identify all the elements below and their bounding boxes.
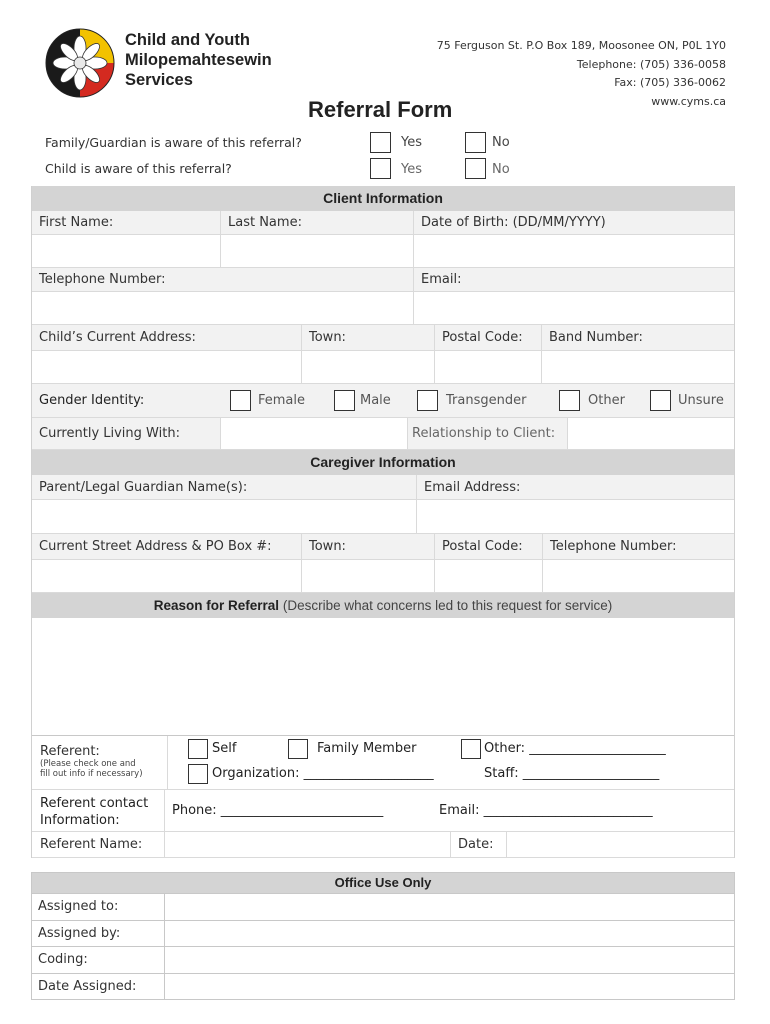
child-aware-yes-checkbox[interactable] xyxy=(370,158,391,179)
self-label: Self xyxy=(212,741,237,756)
referent-name-field[interactable] xyxy=(165,832,451,857)
guardian-email-field[interactable] xyxy=(417,500,734,533)
dob-label: Date of Birth: (DD/MM/YYYY) xyxy=(414,211,734,234)
postal-code-field[interactable] xyxy=(435,351,542,383)
transgender-checkbox[interactable] xyxy=(417,390,438,411)
guardian-telephone-label: Telephone Number: xyxy=(543,534,734,559)
family-aware-yes-checkbox[interactable] xyxy=(370,132,391,153)
last-name-label: Last Name: xyxy=(221,211,414,234)
child-aware-no-checkbox[interactable] xyxy=(465,158,486,179)
organization-checkbox[interactable] xyxy=(188,764,208,784)
guardian-telephone-field[interactable] xyxy=(543,560,734,592)
male-checkbox[interactable] xyxy=(334,390,355,411)
office-use-heading: Office Use Only xyxy=(32,873,734,893)
organization-field[interactable]: Organization: ____________________ xyxy=(212,766,434,781)
assigned-to-field[interactable] xyxy=(165,894,734,920)
guardian-names-field[interactable] xyxy=(32,500,417,533)
guardian-postal-label: Postal Code: xyxy=(435,534,543,559)
living-with-field[interactable] xyxy=(221,418,408,449)
fax-text: Fax: (705) 336-0062 xyxy=(614,76,726,89)
guardian-town-label: Town: xyxy=(302,534,435,559)
coding-field[interactable] xyxy=(165,947,734,973)
female-label: Female xyxy=(258,393,306,408)
referent-name-label: Referent Name: xyxy=(32,832,165,857)
date-assigned-field[interactable] xyxy=(165,974,734,1000)
assigned-to-label: Assigned to: xyxy=(32,894,165,920)
referent-email-field[interactable]: Email: __________________________ xyxy=(439,803,653,818)
website-text: www.cyms.ca xyxy=(651,94,726,108)
telephone-text: Telephone: (705) 336-0058 xyxy=(576,57,726,71)
guardian-email-label: Email Address: xyxy=(417,475,734,499)
telephone-label: Telephone Number: xyxy=(32,268,414,291)
band-number-field[interactable] xyxy=(542,351,734,383)
assigned-by-label: Assigned by: xyxy=(32,921,165,947)
referent-phone-field[interactable]: Phone: _________________________ xyxy=(172,803,384,818)
male-label: Male xyxy=(360,393,391,408)
contact-address-block xyxy=(437,37,726,111)
referent-contact-row xyxy=(32,790,734,832)
email-label: Email: xyxy=(414,268,734,291)
first-name-field[interactable] xyxy=(32,235,221,267)
client-information-heading: Client Information xyxy=(32,186,734,211)
referent-contact-label: Referent contact Information: xyxy=(32,790,165,832)
other-referent-field[interactable]: Other: _____________________ xyxy=(484,741,666,756)
child-aware-no-label: No xyxy=(492,162,510,177)
family-member-checkbox[interactable] xyxy=(288,739,308,759)
referral-date-label: Date: xyxy=(451,832,507,857)
child-aware-yes-label: Yes xyxy=(401,162,422,177)
caregiver-information-heading: Caregiver Information xyxy=(32,450,734,475)
referent-row xyxy=(32,736,734,790)
band-number-label: Band Number: xyxy=(542,325,734,350)
assigned-by-field[interactable] xyxy=(165,921,734,947)
dob-field[interactable] xyxy=(414,235,734,267)
self-checkbox[interactable] xyxy=(188,739,208,759)
unsure-label: Unsure xyxy=(678,393,724,408)
guardian-postal-field[interactable] xyxy=(435,560,543,592)
guardian-town-field[interactable] xyxy=(302,560,435,592)
child-address-field[interactable] xyxy=(32,351,302,383)
organization-name: Child and Youth Milopemahtesewin Services xyxy=(125,31,272,89)
family-aware-no-checkbox[interactable] xyxy=(465,132,486,153)
page-title: Referral Form xyxy=(308,97,453,122)
town-label: Town: xyxy=(302,325,435,350)
referent-label: Referent: xyxy=(40,744,100,759)
child-address-label: Child’s Current Address: xyxy=(32,325,302,350)
other-referent-checkbox[interactable] xyxy=(461,739,481,759)
gender-identity-label: Gender Identity: xyxy=(39,393,145,408)
first-name-label: First Name: xyxy=(32,211,221,234)
organization-logo xyxy=(45,28,115,98)
reason-for-referral-heading: Reason for Referral (Describe what concerns led to this request for service) xyxy=(32,593,734,618)
child-aware-question: Child is aware of this referral? xyxy=(45,161,232,176)
postal-code-label: Postal Code: xyxy=(435,325,542,350)
guardian-street-label: Current Street Address & PO Box #: xyxy=(32,534,302,559)
referral-form-table xyxy=(31,186,735,858)
living-with-label: Currently Living With: xyxy=(32,418,221,449)
guardian-street-field[interactable] xyxy=(32,560,302,592)
other-gender-checkbox[interactable] xyxy=(559,390,580,411)
staff-field[interactable]: Staff: _____________________ xyxy=(484,766,660,781)
relationship-label: Relationship to Client: xyxy=(408,418,568,449)
family-member-label: Family Member xyxy=(317,741,417,756)
other-gender-label: Other xyxy=(588,393,625,408)
unsure-checkbox[interactable] xyxy=(650,390,671,411)
referent-note: (Please check one and fill out info if necessary) xyxy=(40,759,143,779)
coding-label: Coding: xyxy=(32,947,165,973)
town-field[interactable] xyxy=(302,351,435,383)
email-field[interactable] xyxy=(414,292,734,324)
street-address: 75 Ferguson St. P.O Box 189, Moosonee ON, P0L 1Y0 xyxy=(436,39,726,52)
guardian-names-label: Parent/Legal Guardian Name(s): xyxy=(32,475,417,499)
last-name-field[interactable] xyxy=(221,235,414,267)
family-aware-yes-label: Yes xyxy=(401,135,422,150)
date-assigned-label: Date Assigned: xyxy=(32,974,165,1000)
female-checkbox[interactable] xyxy=(230,390,251,411)
relationship-field[interactable] xyxy=(568,418,734,449)
office-use-table xyxy=(31,872,735,1000)
transgender-label: Transgender xyxy=(446,393,527,408)
family-aware-no-label: No xyxy=(492,135,510,150)
gender-identity-row xyxy=(32,384,734,418)
family-aware-question: Family/Guardian is aware of this referral? xyxy=(45,135,302,150)
referral-date-field[interactable] xyxy=(507,832,734,857)
telephone-field[interactable] xyxy=(32,292,414,324)
reason-for-referral-textarea[interactable] xyxy=(32,618,734,736)
